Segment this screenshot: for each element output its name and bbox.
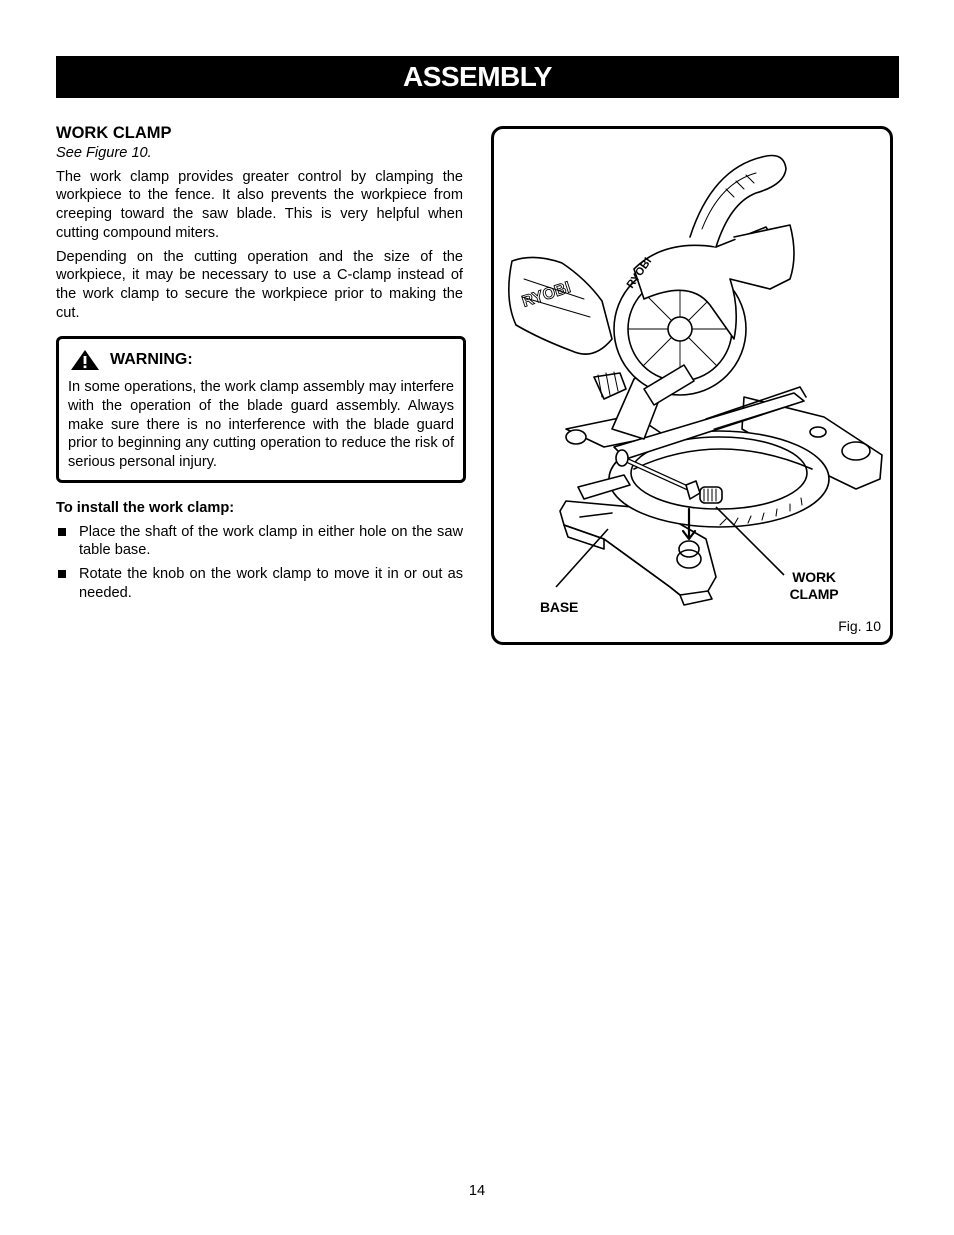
warning-box: [56, 336, 466, 483]
list-item: [56, 523, 463, 560]
install-steps: [56, 523, 463, 603]
warning-header: [70, 349, 454, 371]
brand-mark: RYOBI: [519, 279, 573, 311]
warning-triangle-icon: [70, 349, 100, 371]
warning-title: WARNING:: [110, 350, 193, 368]
figure-reference: See Figure 10.: [56, 145, 152, 161]
step-text: Rotate the knob on the work clamp to move it in or out as needed.: [79, 565, 463, 601]
miter-saw-illustration: [494, 129, 893, 645]
warning-text: In some operations, the work clamp assembly may interfere with the operation of the blade guard assembly. Always make sure there is no interference with the blade guard prior to beginning any cutting operation to reduce the risk of serious personal injury.: [68, 379, 454, 471]
figure-10: [491, 126, 893, 645]
brand-mark-on-guard: RYOBI: [624, 255, 655, 291]
page-title: ASSEMBLY: [402, 61, 552, 92]
work-clamp-label: WORK CLAMP: [789, 569, 839, 602]
install-title: To install the work clamp:: [56, 499, 235, 516]
list-item: [56, 565, 463, 602]
page-number: 14: [468, 1183, 486, 1199]
square-bullet-icon: [58, 528, 66, 536]
header-bar: [56, 56, 899, 98]
figure-caption: Fig. 10: [838, 618, 881, 634]
paragraph-2: Depending on the cutting operation and the size of the workpiece, it may be necessary to use a C-clamp instead of the work clamp to secure the workpiece prior to making the cut.: [56, 248, 463, 321]
paragraph-1: The work clamp provides greater control by clamping the workpiece to the fence. It also prevents the workpiece from creeping toward the saw blade. This is very helpful when cutting compound miters.: [56, 168, 463, 241]
step-text: Place the shaft of the work clamp in either hole on the saw table base.: [79, 523, 463, 559]
square-bullet-icon: [58, 570, 66, 578]
base-label: BASE: [540, 599, 579, 615]
section-title: WORK CLAMP: [56, 124, 172, 142]
content-column: [56, 122, 463, 607]
